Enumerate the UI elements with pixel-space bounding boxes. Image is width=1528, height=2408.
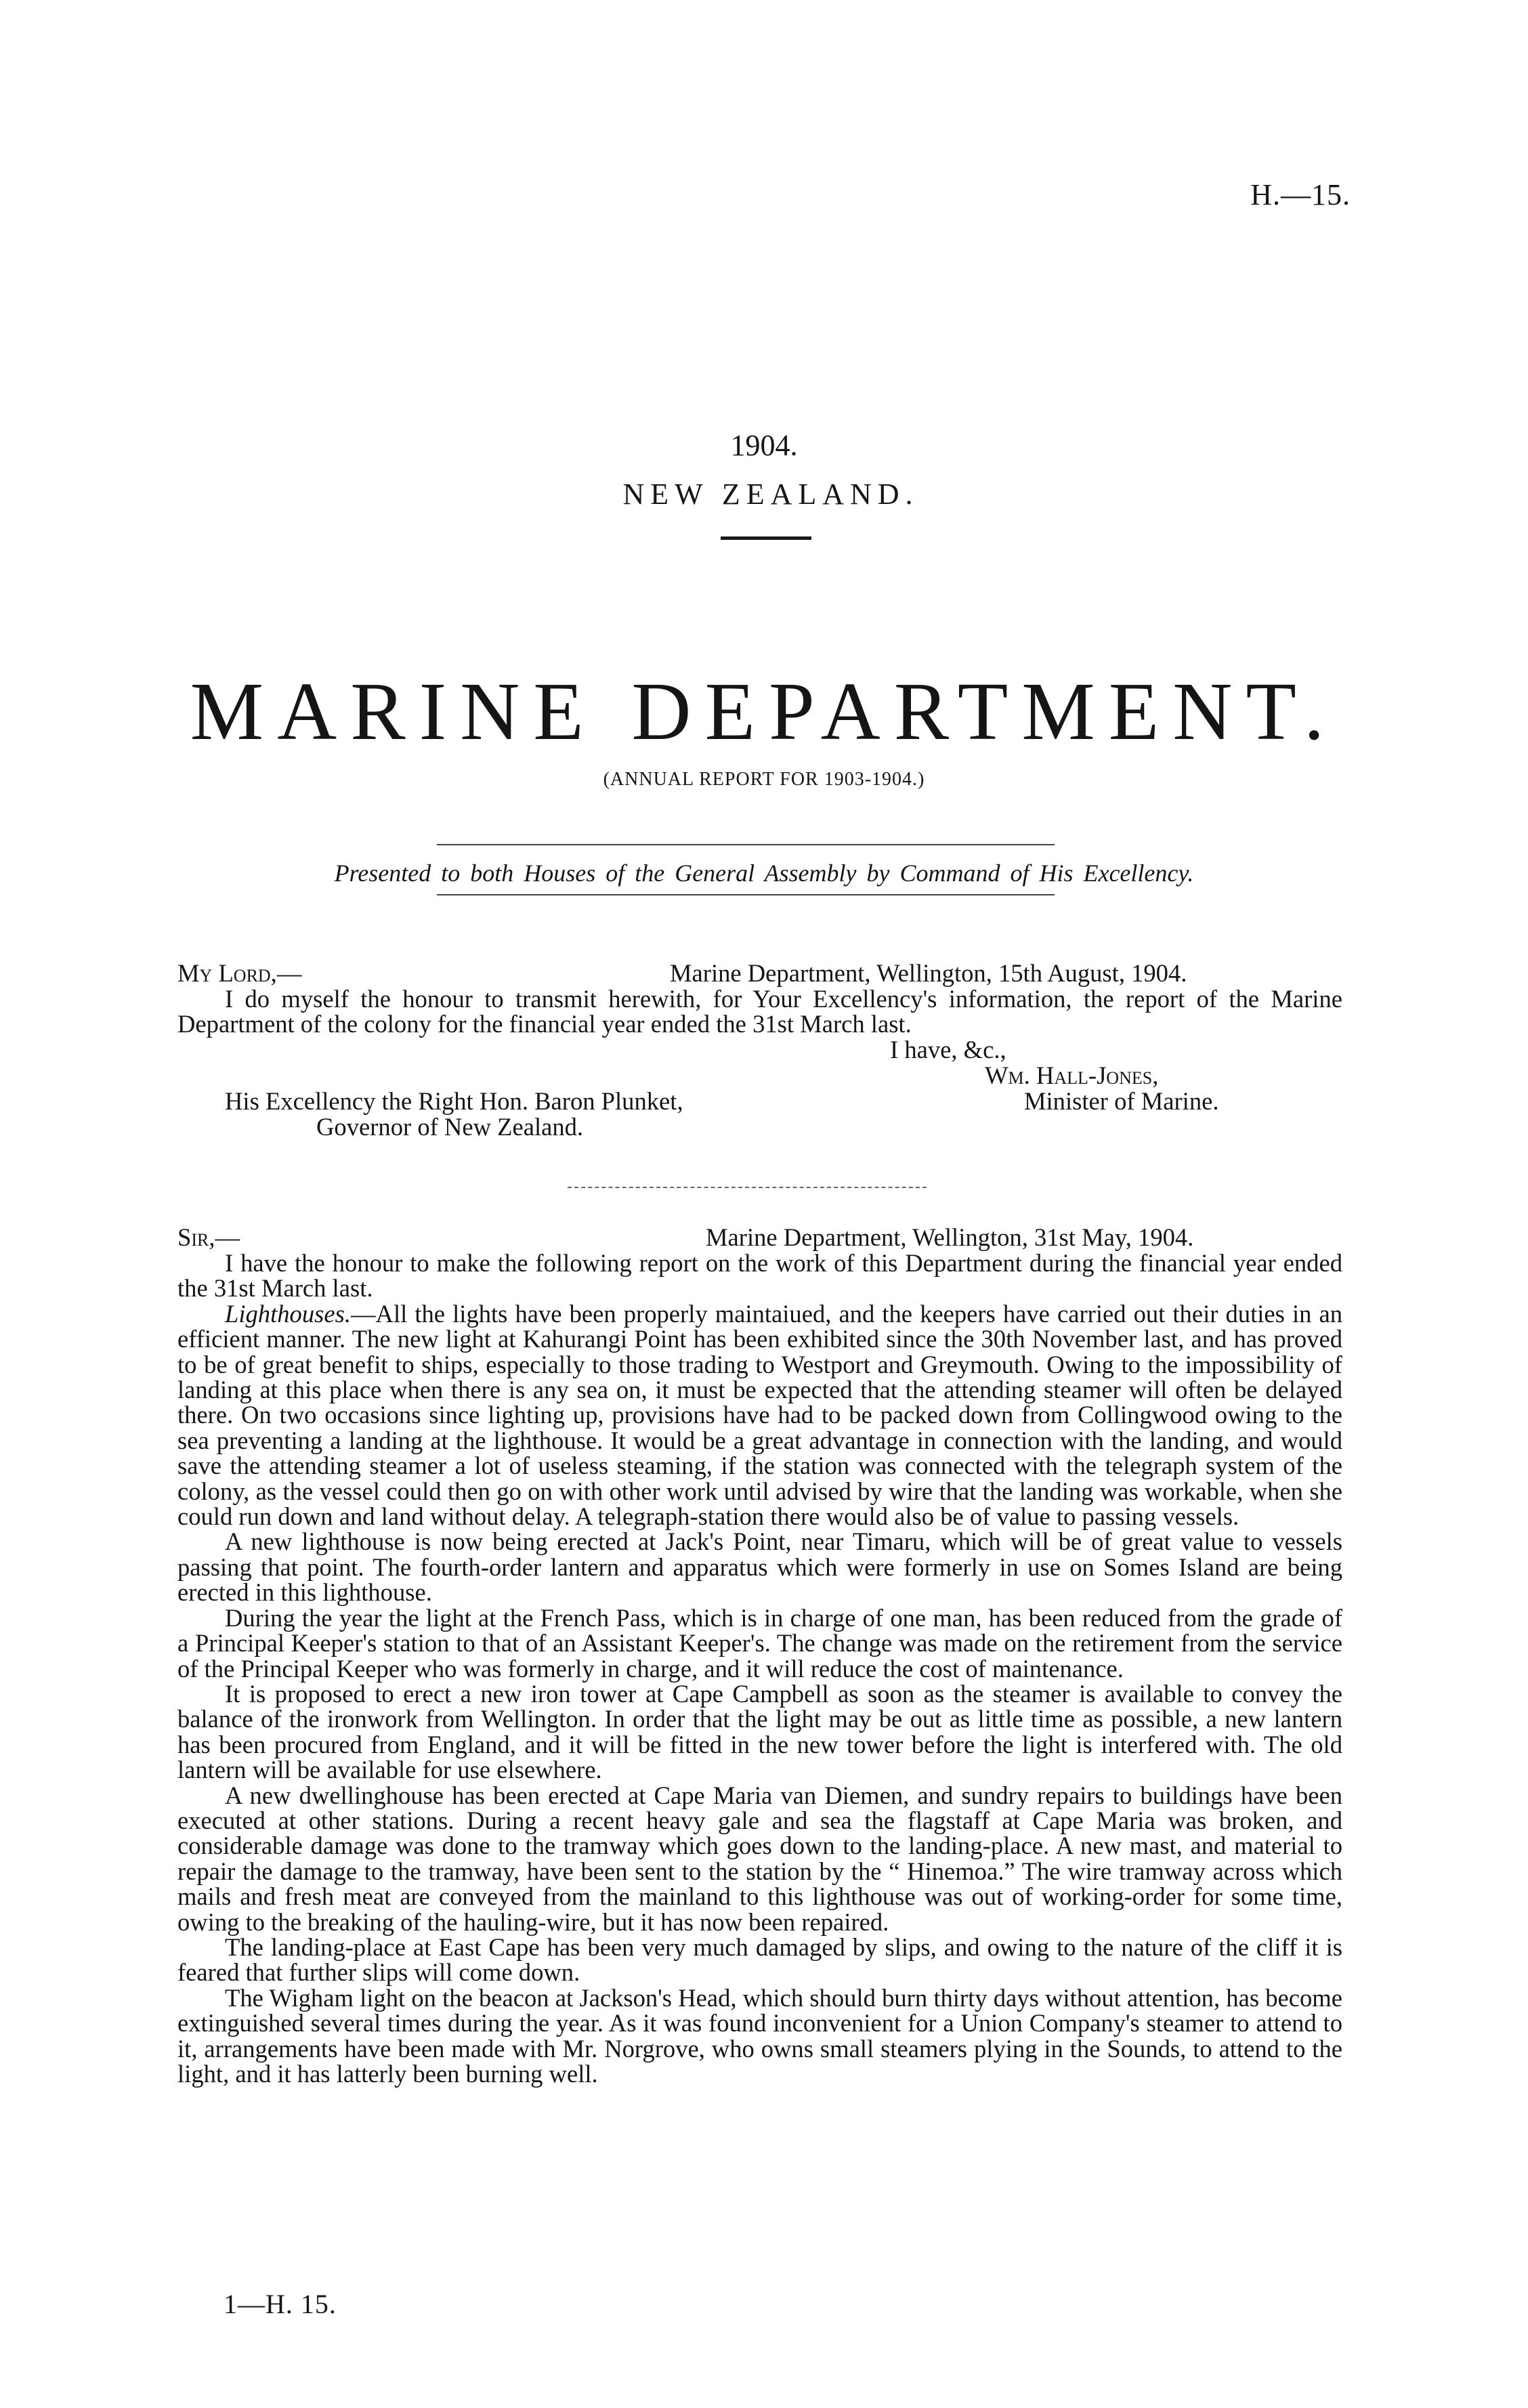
year-heading: 1904. <box>730 429 798 462</box>
letter-body: I do myself the honour to transmit herewith, for Your Excellency's information, the report of the Marine Department of the colony for the financial year ended the 31st March last. <box>177 985 1342 1038</box>
document-subtitle: (ANNUAL REPORT FOR 1903-1904.) <box>603 769 925 790</box>
addressee-line: His Excellency the Right Hon. Baron Plunket, <box>225 1086 683 1115</box>
report-paragraph: The Wigham light on the beacon at Jackson's Head, which should burn thirty days without attention, has become extinguished several times during the year. As it was found inconvenient for a Union Company's steamer to attend to it, arrangements have been made with Mr. Norgrove, who owns small steamers plying in the Sounds, to attend to the light, and it has latterly been burning well. <box>177 1983 1342 2088</box>
section-heading: Lighthouses. <box>225 1299 351 1328</box>
annual-report-letter <box>177 1225 1342 2086</box>
presented-statement: Presented to both Houses of the General Assembly by Command of His Excellency. <box>334 860 1194 887</box>
covering-letter <box>177 960 1342 1140</box>
country-heading: NEW ZEALAND. <box>622 478 919 511</box>
report-paragraph: During the year the light at the French Pass, which is in charge of one man, has been reduced from the grade of a Principal Keeper's station to that of an Assistant Keeper's. The change was made on the retirement from the service of the Principal Keeper who was formerly in charge, and it will reduce the cost of maintenance. <box>177 1603 1342 1683</box>
report-paragraph: The landing-place at East Cape has been very much damaged by slips, and owing to the nature of the cliff it is feared that further slips will come down. <box>177 1932 1342 1987</box>
signature: Wm. Hall-Jones, <box>985 1061 1159 1089</box>
report-paragraph: A new lighthouse is now being erected at Jack's Point, near Timaru, which will be of great value to vessels passing that point. The fourth-order lantern and apparatus which were formerly in use on Somes Island are being erected in this lighthouse. <box>177 1527 1342 1607</box>
page-reference: H.—15. <box>1250 178 1351 211</box>
divider-rule <box>568 1187 927 1188</box>
report-paragraph: It is proposed to erect a new iron tower at Cape Campbell as soon as the steamer is available to convey the balance of the ironwork from Wellington. In order that the light may be out as little time as possible, a new lantern has been procured from England, and it will be fitted in the new tower before the light is interfered with. The old lantern will be available for use elsewhere. <box>177 1679 1342 1784</box>
document-title: MARINE DEPARTMENT. <box>190 666 1338 757</box>
addressee-line: Governor of New Zealand. <box>316 1112 584 1141</box>
divider-rule <box>437 844 1055 845</box>
report-paragraph: Lighthouses.—All the lights have been properly maintaiued, and the keepers have carried out their duties in an efficient manner. The new light at Kahurangi Point has been exhibited since the 30th November last, and has proved to be of great benefit to ships, especially to those trading to Westport and Greymouth. Owing to the impossibility of landing at this place when there is any sea on, it must be expected that the attending steamer will often be delayed there. On two occasions since lighting up, provisions have had to be packed down from Collingwood owing to the sea preventing a landing at the lighthouse. It would be a great advantage in connection with the landing, and would save the attending steamer a lot of useless steaming, if the station was connected with the telegraph system of the colony, as the vessel could then go on with other work until advised by wire that the landing was workable, when she could run down and land without delay. A telegraph-station there would also be of value to passing vessels. <box>177 1299 1342 1531</box>
salutation: Sir,— <box>177 1223 240 1251</box>
report-intro: I have the honour to make the following report on the work of this Department during the financial year ended the 31st March last. <box>177 1249 1342 1303</box>
place-date: Marine Department, Wellington, 31st May, 1904. <box>706 1223 1194 1251</box>
salutation: My Lord,— <box>177 959 302 987</box>
short-rule <box>721 536 811 540</box>
report-paragraph: A new dwellinghouse has been erected at Cape Maria van Diemen, and sundry repairs to buildings have been executed at other stations. During a recent heavy gale and sea the flagstaff at Cape Maria was broken, and considerable damage was done to the tramway which goes down to the landing-place. A new mast, and material to repair the damage to the tramway, have been sent to the station by the “ Hinemoa.” The wire tramway across which mails and fresh meat are conveyed from the mainland to this lighthouse was out of working-order for some time, owing to the breaking of the hauling-wire, but it has now been repaired. <box>177 1781 1342 1936</box>
place-date: Marine Department, Wellington, 15th August, 1904. <box>670 959 1187 987</box>
page-footer: 1—H. 15. <box>224 2289 337 2319</box>
divider-rule <box>437 894 1055 895</box>
closing: I have, &c., <box>890 1035 1006 1063</box>
signatory-title: Minister of Marine. <box>1024 1086 1219 1115</box>
